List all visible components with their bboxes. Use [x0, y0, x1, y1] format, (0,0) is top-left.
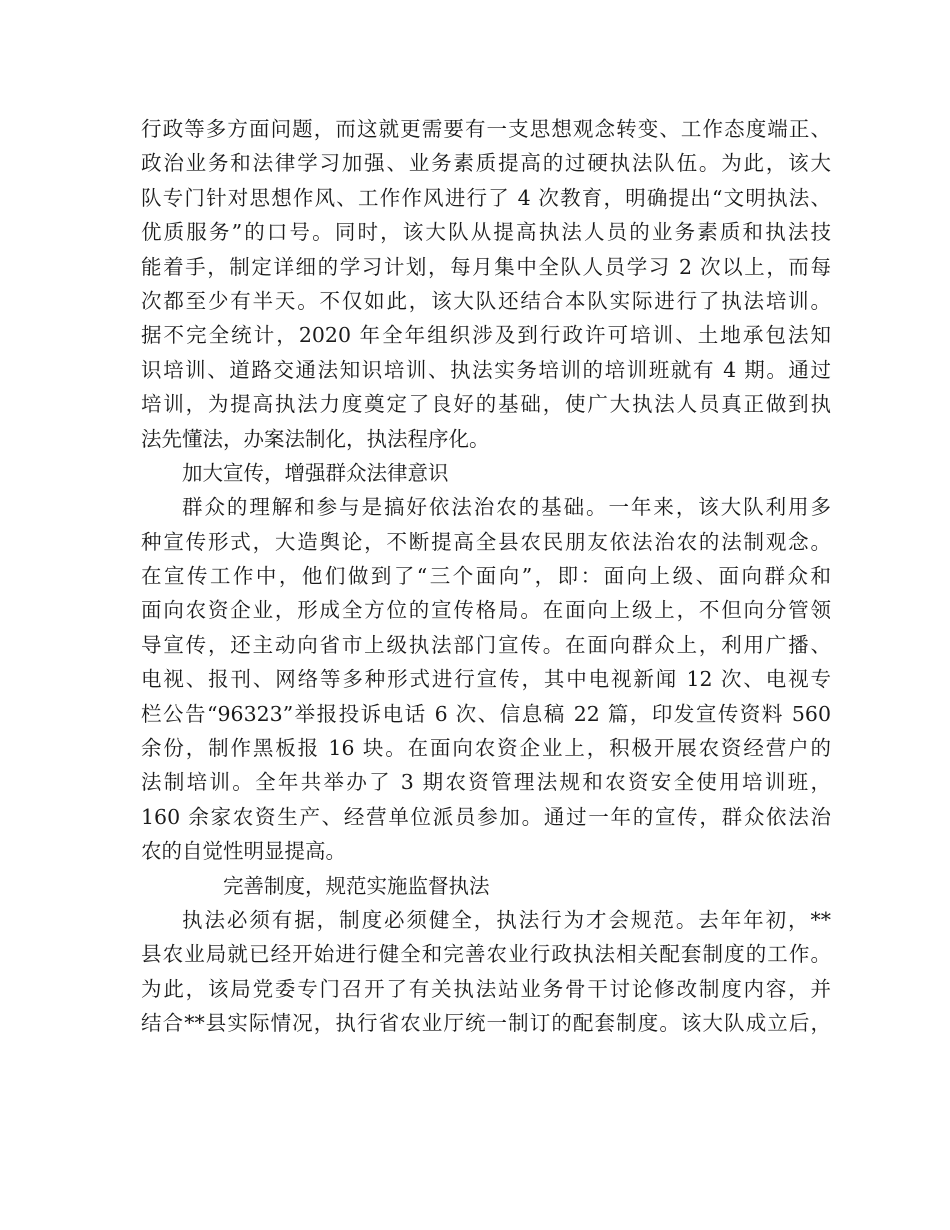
- text-line: 次都至少有半天。不仅如此，该大队还结合本队实际进行了执法培训。: [141, 288, 831, 313]
- text-line: 优质服务”的口号。同时，该大队从提高执法人员的业务素质和执法技: [141, 220, 831, 245]
- text-line: 能着手，制定详细的学习计划，每月集中全队人员学习 2 次以上，而每: [141, 254, 831, 279]
- text-line: 法先懂法，办案法制化，执法程序化。: [141, 426, 490, 451]
- text-line: 执法必须有据，制度必须健全，执法行为才会规范。去年年初，**: [182, 907, 831, 932]
- section-heading: 加大宣传，增强群众法律意识: [182, 460, 449, 485]
- text-line: 为此，该局党委专门召开了有关执法站业务骨干讨论修改制度内容，并: [141, 976, 831, 1001]
- text-line: 160 余家农资生产、经营单位派员参加。通过一年的宣传，群众依法治: [141, 804, 831, 829]
- text-line: 行政等多方面问题，而这就更需要有一支思想观念转变、工作态度端正、: [141, 117, 831, 141]
- section-heading: 完善制度，规范实施监督执法: [223, 873, 490, 898]
- text-line: 导宣传，还主动向省市上级执法部门宣传。在面向群众上，利用广播、: [141, 632, 831, 657]
- text-line: 栏公告“96323”举报投诉电话 6 次、信息稿 22 篇，印发宣传资料 560: [141, 701, 831, 726]
- text-line: 群众的理解和参与是搞好依法治农的基础。一年来，该大队利用多: [182, 495, 831, 520]
- text-line: 法制培训。全年共举办了 3 期农资管理法规和农资安全使用培训班，: [141, 770, 831, 795]
- text-line: 政治业务和法律学习加强、业务素质提高的过硬执法队伍。为此，该大: [141, 151, 831, 176]
- text-line: 结合**县实际情况，执行省农业厅统一制订的配套制度。该大队成立后，: [141, 1011, 831, 1036]
- text-line: 据不完全统计，2020 年全年组织涉及到行政许可培训、土地承包法知: [141, 323, 831, 348]
- text-line: 面向农资企业，形成全方位的宣传格局。在面向上级上，不但向分管领: [141, 598, 831, 623]
- text-line: 余份，制作黑板报 16 块。在面向农资企业上，积极开展农资经营户的: [141, 736, 831, 761]
- text-line: 识培训、道路交通法知识培训、执法实务培训的培训班就有 4 期。通过: [141, 357, 831, 382]
- text-line: 种宣传形式，大造舆论，不断提高全县农民朋友依法治农的法制观念。: [141, 529, 831, 554]
- text-line: 县农业局就已经开始进行健全和完善农业行政执法相关配套制度的工作。: [141, 942, 831, 967]
- text-line: 在宣传工作中，他们做到了“三个面向”，即：面向上级、面向群众和: [141, 564, 831, 589]
- document-body: [141, 112, 831, 1041]
- text-line: 农的自觉性明显提高。: [141, 839, 346, 864]
- text-line: 培训，为提高执法力度奠定了良好的基础，使广大执法人员真正做到执: [141, 392, 831, 417]
- text-line: 队专门针对思想作风、工作作风进行了 4 次教育，明确提出“文明执法、: [141, 185, 831, 210]
- text-line: 电视、报刊、网络等多种形式进行宣传，其中电视新闻 12 次、电视专: [141, 667, 831, 692]
